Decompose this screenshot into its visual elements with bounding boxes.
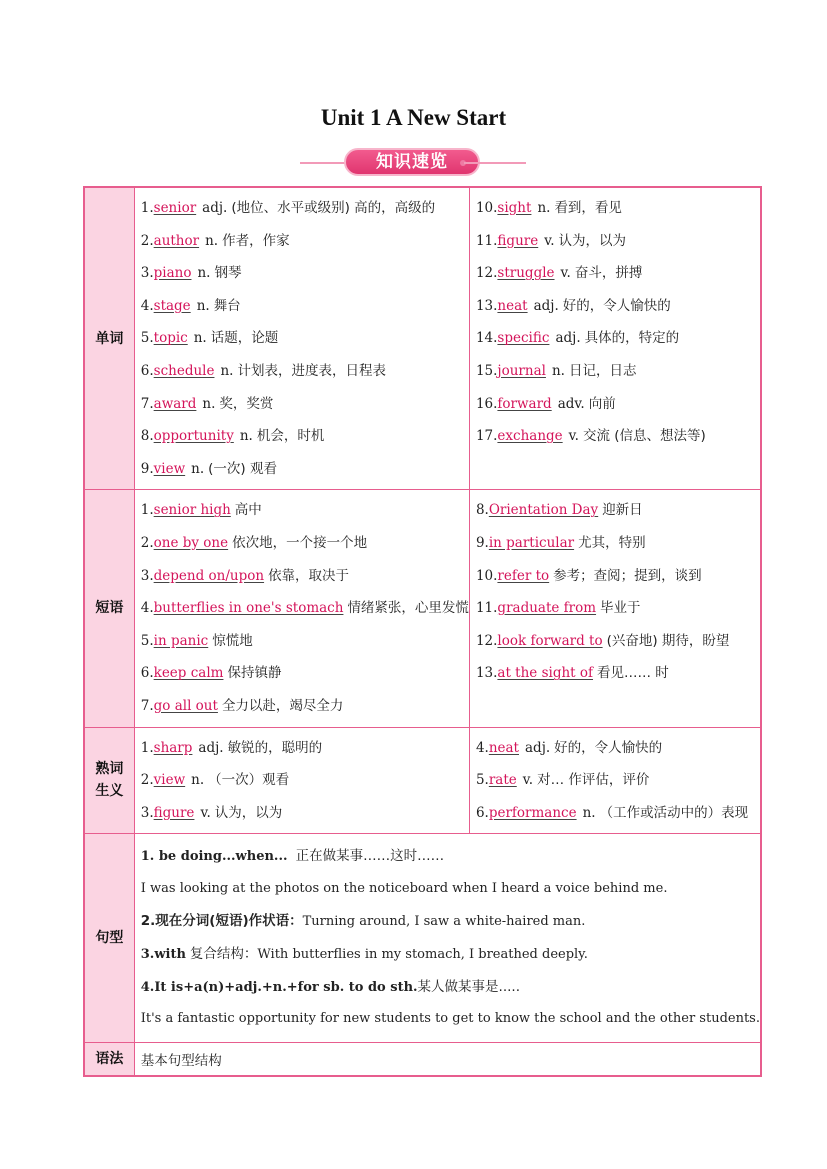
sentence-4-example: It's a fantastic opportunity for new students to get to know the school and the other students.	[140, 1011, 760, 1027]
part-of-speech: n.	[202, 395, 216, 412]
chinese-meaning: （工作或活动中的）表现	[599, 804, 749, 821]
part-of-speech: n.	[582, 804, 596, 821]
list-item	[141, 290, 469, 323]
answer-word: performance	[488, 804, 577, 821]
answer-word: Orientation Day	[488, 502, 599, 519]
part-of-speech: n.	[193, 330, 207, 347]
phrases-label: 短语	[84, 490, 134, 727]
list-item	[141, 764, 469, 797]
answer-word: senior high	[153, 502, 231, 519]
answer-word: refer to	[497, 567, 550, 584]
vocab-row	[84, 187, 761, 490]
part-of-speech: v.	[522, 772, 534, 789]
grammar-row	[84, 1042, 761, 1076]
phrases-left-col	[134, 490, 469, 727]
item-number: 8.	[475, 502, 489, 519]
sentence-1-meaning: 正在做某事……这时……	[295, 848, 445, 865]
sentences-cell	[134, 834, 761, 1043]
section-banner	[300, 146, 526, 180]
item-number: 16.	[475, 395, 498, 412]
sentence-3	[141, 938, 760, 971]
list-item	[476, 657, 760, 690]
list-item	[476, 355, 760, 388]
chinese-meaning: 认为，以为	[558, 232, 627, 249]
chinese-meaning: 好的，令人愉快的	[554, 739, 663, 756]
chinese-meaning: 认为，以为	[214, 804, 283, 821]
sentence-3-example: With butterflies in my stomach, I breathed deeply.	[257, 947, 588, 963]
answer-word: in particular	[488, 534, 575, 551]
polysemy-label-line1: 熟词	[95, 761, 124, 778]
answer-word: figure	[153, 804, 195, 821]
chinese-meaning: 全力以赴，竭尽全力	[221, 697, 344, 714]
answer-word: senior	[153, 200, 197, 216]
chinese-meaning: （一次）观看	[208, 772, 290, 789]
item-number: 11.	[475, 232, 498, 249]
sentence-4-pattern: 4.It is+a(n)+adj.+n.+for sb. to do sth.	[140, 979, 418, 995]
item-number: 13.	[475, 665, 498, 682]
knowledge-table	[83, 186, 762, 1077]
item-number: 5.	[140, 632, 154, 649]
item-number: 1.	[140, 739, 154, 756]
answer-word: piano	[153, 265, 192, 282]
answer-word: one by one	[153, 534, 229, 551]
answer-word: rate	[488, 772, 517, 789]
vocab-left-col	[134, 187, 469, 490]
part-of-speech: n.	[191, 460, 205, 477]
list-item	[476, 625, 760, 658]
list-item	[141, 355, 469, 388]
item-number: 3.	[140, 804, 154, 821]
list-item	[476, 494, 760, 527]
item-number: 7.	[140, 395, 154, 412]
grammar-cell	[134, 1042, 761, 1076]
list-item	[141, 797, 469, 830]
item-number: 5.	[475, 772, 489, 789]
part-of-speech: adj.	[555, 330, 581, 347]
part-of-speech: adj.	[525, 739, 551, 756]
list-item	[141, 592, 469, 625]
sentence-1-example: I was looking at the photos on the noticeboard when I heard a voice behind me.	[140, 880, 668, 896]
list-item	[141, 732, 469, 765]
answer-word: graduate from	[497, 600, 597, 617]
answer-word: figure	[497, 232, 539, 249]
list-item	[476, 290, 760, 323]
item-number: 4.	[140, 297, 154, 314]
chinese-meaning: 毕业于	[600, 600, 641, 617]
answer-word: go all out	[153, 697, 218, 714]
list-item	[141, 420, 469, 453]
answer-word: topic	[153, 330, 188, 347]
chinese-meaning: 高中	[234, 502, 262, 519]
chinese-meaning: (地位、水平或级别) 高的，高级的	[231, 200, 436, 216]
vocab-right-col	[469, 187, 761, 490]
list-item	[141, 527, 469, 560]
sentence-4-head	[141, 971, 760, 1004]
item-number: 8.	[140, 428, 154, 445]
page-title: Unit 1 A New Start	[320, 105, 507, 130]
item-number: 9.	[140, 460, 154, 477]
answer-word: schedule	[153, 362, 215, 379]
answer-word: depend on/upon	[153, 567, 265, 584]
chinese-meaning: (兴奋地) 期待，盼望	[606, 632, 730, 649]
chinese-meaning: 保持镇静	[227, 665, 282, 682]
chinese-meaning: 计划表，进度表，日程表	[237, 362, 386, 379]
answer-word: butterflies in one's stomach	[153, 600, 344, 617]
answer-word: view	[153, 772, 186, 789]
answer-word: specific	[497, 330, 550, 347]
chinese-meaning: 机会，时机	[256, 428, 325, 445]
chinese-meaning: 情绪紧张，心里发慌	[347, 600, 469, 617]
chinese-meaning: 交流 (信息、想法等)	[582, 428, 706, 445]
item-number: 17.	[475, 428, 498, 445]
list-item	[476, 388, 760, 421]
list-item	[476, 225, 760, 258]
chinese-meaning: 迎新日	[602, 502, 643, 519]
item-number: 6.	[475, 804, 489, 821]
chinese-meaning: 具体的，特定的	[584, 330, 680, 347]
polysemy-row	[84, 727, 761, 834]
item-number: 15.	[475, 362, 498, 379]
polysemy-label-line2: 生义	[95, 783, 124, 800]
list-item	[141, 225, 469, 258]
part-of-speech: v.	[200, 804, 211, 821]
list-item	[476, 257, 760, 290]
item-number: 13.	[475, 297, 498, 314]
item-number: 9.	[475, 534, 489, 551]
part-of-speech: n.	[537, 200, 551, 216]
list-item	[476, 420, 760, 453]
part-of-speech: n.	[196, 297, 210, 314]
part-of-speech: n.	[239, 428, 253, 445]
answer-word: at the sight of	[497, 665, 594, 682]
item-number: 1.	[140, 502, 154, 519]
part-of-speech: adv.	[557, 395, 585, 412]
chinese-meaning: 好的，令人愉快的	[562, 297, 671, 314]
item-number: 12.	[475, 265, 498, 282]
polysemy-label	[84, 727, 134, 834]
polysemy-left-col	[134, 727, 469, 834]
list-item	[476, 732, 760, 765]
item-number: 1.	[140, 200, 154, 216]
item-number: 6.	[140, 362, 154, 379]
list-item	[141, 388, 469, 421]
chinese-meaning: 看见…… 时	[597, 665, 669, 682]
item-number: 2.	[140, 534, 154, 551]
chinese-meaning: 奖，奖赏	[219, 395, 274, 412]
part-of-speech: adj.	[533, 297, 559, 314]
item-number: 3.	[140, 567, 154, 584]
item-number: 5.	[140, 330, 154, 347]
answer-word: journal	[497, 362, 546, 379]
answer-word: sight	[497, 200, 532, 216]
answer-word: neat	[497, 297, 528, 314]
item-number: 6.	[140, 665, 154, 682]
list-item	[141, 494, 469, 527]
list-item	[141, 192, 469, 225]
item-number: 11.	[475, 600, 498, 617]
sentences-row	[84, 834, 761, 1043]
banner-label: 知识速览	[344, 148, 480, 176]
list-item	[141, 625, 469, 658]
item-number: 4.	[475, 739, 489, 756]
phrases-row	[84, 490, 761, 727]
part-of-speech: n.	[205, 232, 219, 249]
list-item	[476, 322, 760, 355]
answer-word: author	[153, 232, 200, 249]
polysemy-right-col	[469, 727, 761, 834]
part-of-speech: n.	[197, 265, 211, 282]
list-item	[476, 192, 760, 225]
answer-word: opportunity	[153, 428, 234, 445]
answer-word: in panic	[153, 632, 209, 649]
item-number: 3.	[140, 265, 154, 282]
chinese-meaning: 参考；查阅；提到，谈到	[553, 567, 702, 584]
answer-word: forward	[497, 395, 552, 412]
list-item	[476, 592, 760, 625]
answer-word: sharp	[153, 739, 193, 756]
list-item	[141, 690, 469, 723]
list-item	[476, 764, 760, 797]
chinese-meaning: 作者，作家	[222, 232, 290, 249]
chinese-meaning: 对… 作评估，评价	[537, 772, 650, 789]
chinese-meaning: 惊慌地	[212, 632, 253, 649]
item-number: 2.	[140, 772, 154, 789]
part-of-speech: adj.	[198, 739, 224, 756]
answer-word: struggle	[497, 265, 555, 282]
sentence-3-pattern: 3.with	[140, 947, 186, 963]
part-of-speech: n.	[191, 772, 205, 789]
part-of-speech: n.	[551, 362, 565, 379]
answer-word: keep calm	[153, 665, 224, 682]
item-number: 10.	[475, 567, 498, 584]
phrases-right-col	[469, 490, 761, 727]
chinese-meaning: 钢琴	[214, 265, 242, 282]
sentence-3-meaning: 复合结构：	[189, 946, 258, 963]
item-number: 7.	[140, 697, 154, 714]
answer-word: award	[153, 395, 197, 412]
grammar-text: 基本句型结构	[140, 1052, 222, 1069]
answer-word: view	[153, 460, 186, 477]
list-item	[141, 657, 469, 690]
chinese-meaning: 依靠，取决于	[268, 567, 350, 584]
list-item	[141, 322, 469, 355]
chinese-meaning: 看到，看见	[554, 200, 622, 216]
chinese-meaning: 依次地，一个接一个地	[232, 534, 368, 551]
banner-line-right	[464, 162, 526, 164]
chinese-meaning: (一次) 观看	[208, 460, 277, 477]
chinese-meaning: 话题，论题	[210, 330, 279, 347]
answer-word: stage	[153, 297, 191, 314]
sentence-2-example: Turning around, I saw a white-haired man.	[302, 914, 586, 930]
list-item	[141, 257, 469, 290]
sentences-label: 句型	[84, 834, 134, 1043]
part-of-speech: v.	[560, 265, 571, 282]
list-item	[141, 560, 469, 593]
list-item	[476, 560, 760, 593]
part-of-speech: v.	[544, 232, 555, 249]
list-item	[476, 527, 760, 560]
chinese-meaning: 尤其，特别	[578, 534, 646, 551]
answer-word: neat	[488, 739, 519, 756]
vocab-label: 单词	[84, 187, 134, 490]
answer-word: exchange	[497, 428, 563, 445]
sentence-2-pattern: 2.现在分词(短语)作状语：	[140, 913, 303, 930]
sentence-1-pattern: 1. be doing...when...	[140, 849, 288, 865]
part-of-speech: n.	[220, 362, 234, 379]
item-number: 10.	[475, 200, 498, 216]
item-number: 4.	[140, 600, 154, 617]
part-of-speech: v.	[568, 428, 579, 445]
chinese-meaning: 敏锐的，聪明的	[227, 739, 323, 756]
part-of-speech: adj.	[202, 200, 228, 216]
chinese-meaning: 奋斗，拼搏	[574, 265, 643, 282]
item-number: 12.	[475, 632, 498, 649]
chinese-meaning: 舞台	[213, 297, 241, 314]
chinese-meaning: 日记，日志	[568, 362, 637, 379]
grammar-label: 语法	[84, 1042, 134, 1076]
sentence-1-head	[141, 840, 760, 873]
chinese-meaning: 向前	[588, 395, 616, 412]
answer-word: look forward to	[497, 632, 603, 649]
list-item	[476, 797, 760, 830]
list-item	[141, 453, 469, 486]
item-number: 2.	[140, 232, 154, 249]
item-number: 14.	[475, 330, 498, 347]
sentence-4-meaning: 某人做某事是.....	[417, 978, 521, 995]
sentence-2	[141, 905, 760, 938]
